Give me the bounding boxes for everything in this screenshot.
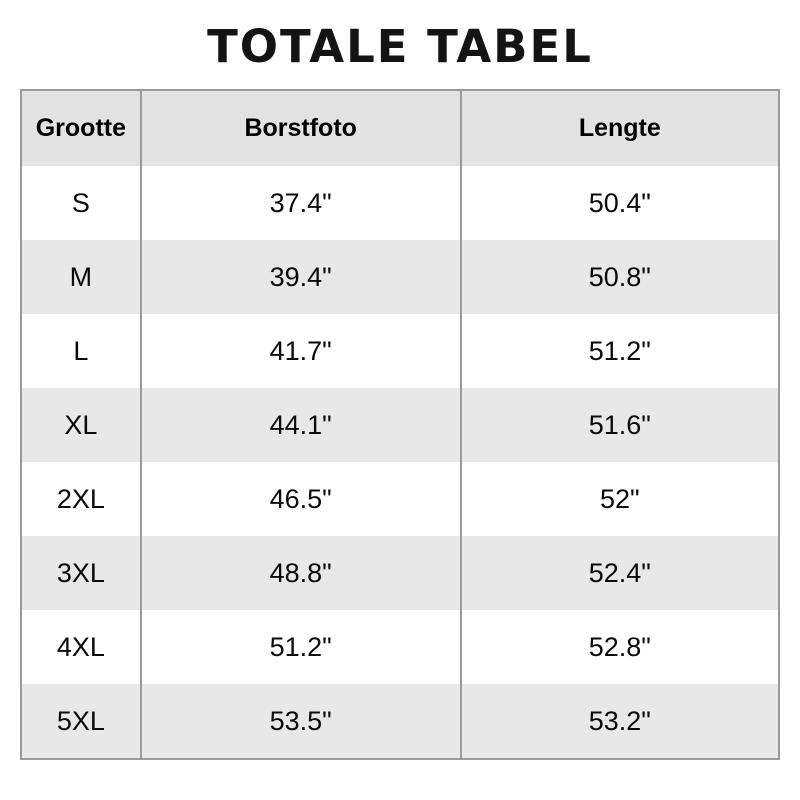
chest-cell: 41.7" (141, 314, 461, 388)
size-cell: L (21, 314, 141, 388)
chest-cell: 53.5" (141, 684, 461, 759)
length-cell: 51.6" (461, 388, 779, 462)
table-row-xl (21, 388, 779, 462)
size-cell: XL (21, 388, 141, 462)
chest-cell: 37.4" (141, 166, 461, 240)
size-table-body (21, 166, 779, 759)
column-header-size: Grootte (21, 90, 141, 166)
table-row-4xl (21, 610, 779, 684)
size-table (20, 89, 780, 760)
size-cell: M (21, 240, 141, 314)
table-header-row (21, 90, 779, 166)
size-cell: 3XL (21, 536, 141, 610)
size-cell: S (21, 166, 141, 240)
chest-cell: 51.2" (141, 610, 461, 684)
length-cell: 51.2" (461, 314, 779, 388)
length-cell: 50.4" (461, 166, 779, 240)
size-cell: 4XL (21, 610, 141, 684)
length-cell: 52.4" (461, 536, 779, 610)
size-cell: 5XL (21, 684, 141, 759)
table-row-5xl (21, 684, 779, 759)
length-cell: 50.8" (461, 240, 779, 314)
size-cell: 2XL (21, 462, 141, 536)
page-title: TOTALE TABEL (207, 20, 593, 73)
length-cell: 52" (461, 462, 779, 536)
length-cell: 53.2" (461, 684, 779, 759)
table-row-s (21, 166, 779, 240)
table-row-l (21, 314, 779, 388)
chest-cell: 46.5" (141, 462, 461, 536)
chest-cell: 48.8" (141, 536, 461, 610)
length-cell: 52.8" (461, 610, 779, 684)
table-row-3xl (21, 536, 779, 610)
column-header-length: Lengte (461, 90, 779, 166)
table-row-m (21, 240, 779, 314)
chest-cell: 39.4" (141, 240, 461, 314)
table-row-2xl (21, 462, 779, 536)
chest-cell: 44.1" (141, 388, 461, 462)
column-header-chest: Borstfoto (141, 90, 461, 166)
